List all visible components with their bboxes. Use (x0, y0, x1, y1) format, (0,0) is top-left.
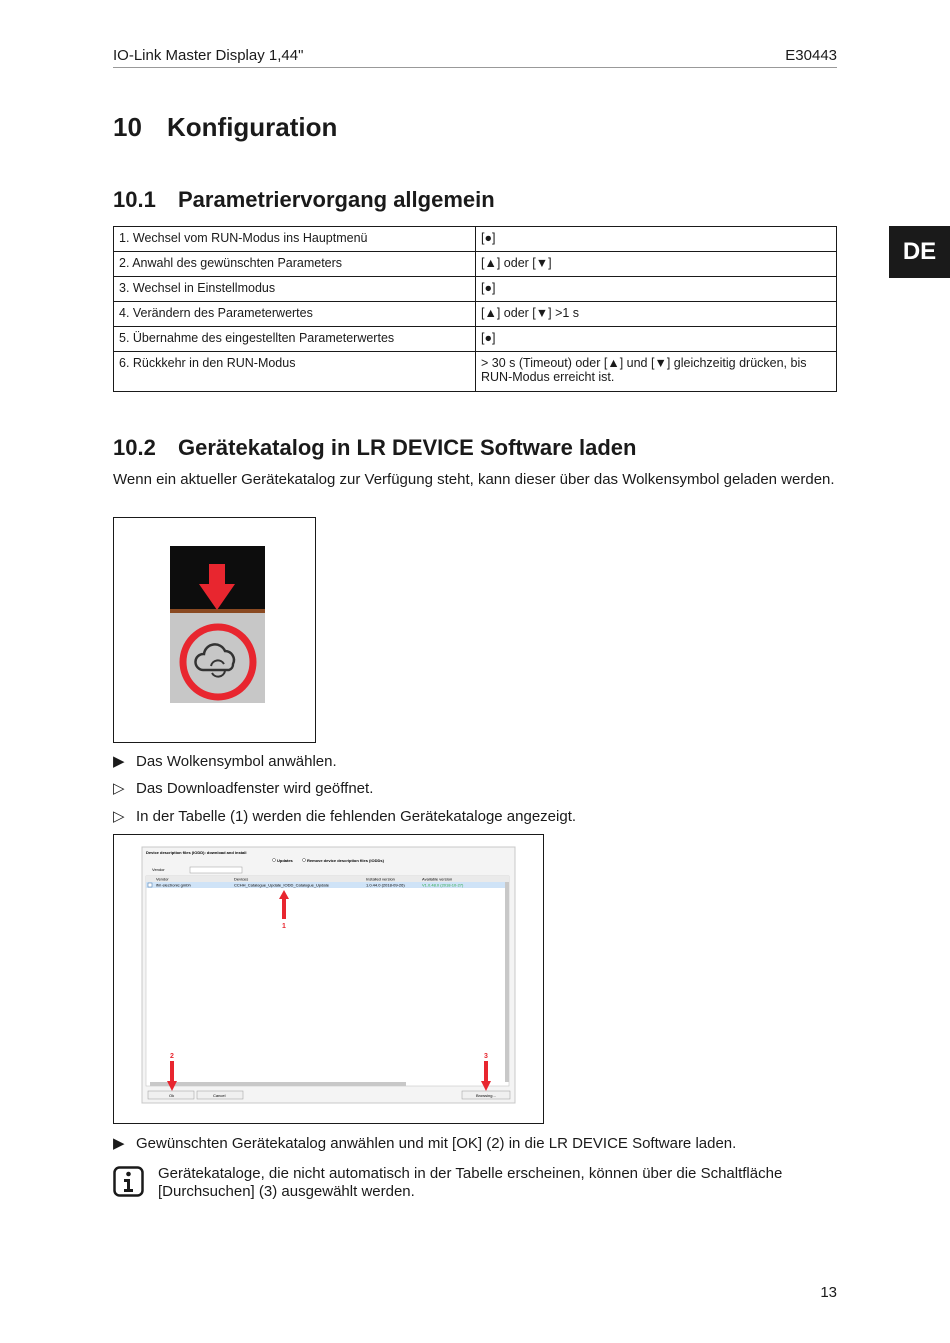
radio-remove[interactable] (303, 859, 306, 862)
section-title: Gerätekatalog in LR DEVICE Software laden (178, 435, 637, 460)
section-heading-10-2 (113, 435, 636, 461)
list-item-text: Das Downloadfenster wird geöffnet. (136, 780, 374, 797)
radio-updates-label: Updates (277, 858, 293, 863)
header-rule (113, 67, 837, 68)
download-dialog-figure (113, 834, 544, 1124)
marker-2: 2 (170, 1053, 174, 1060)
cloud-download-figure (114, 518, 315, 742)
chapter-number: 10 (113, 112, 142, 142)
vertical-scrollbar[interactable] (505, 882, 509, 1082)
column-header: Devices (234, 876, 249, 882)
row-checkbox[interactable] (148, 883, 152, 887)
chapter-heading (113, 112, 337, 143)
cancel-button-label: Cancel (213, 1093, 226, 1098)
list-item (113, 1134, 736, 1152)
action-marker-icon: ▶ (113, 753, 125, 770)
table-row (114, 277, 837, 302)
table-header (146, 876, 509, 882)
ok-button-label: Ok (169, 1093, 175, 1098)
browse-button-label: Browsing... (476, 1093, 496, 1098)
step-key: [▲] oder [▼] (476, 252, 837, 277)
step-action: 5. Übernahme des eingestellten Parameterwertes (114, 327, 476, 352)
list-item (113, 752, 337, 770)
step-action: 2. Anwahl des gewünschten Parameters (114, 252, 476, 277)
cloud-icon-figure (113, 517, 316, 743)
section-number: 10.1 (113, 187, 156, 212)
step-action: 1. Wechsel vom RUN-Modus ins Hauptmenü (114, 227, 476, 252)
language-tab: DE (889, 226, 950, 278)
column-header: Available version (422, 876, 453, 882)
dialog-title: Device description files (IODD): download and install (146, 850, 247, 855)
result-marker-icon: ▷ (113, 780, 125, 797)
row-available: V1.0.48.0 (2018-10-27) (422, 882, 464, 888)
toolbar-border (170, 609, 265, 613)
header-doc-number: E30443 (785, 47, 837, 64)
row-device: CCHH_Catalogue_Update_IODD_Catalogue_Update (234, 882, 329, 888)
header-title: IO-Link Master Display 1,44" (113, 47, 304, 64)
table-row (114, 227, 837, 252)
section-heading-10-1 (113, 187, 495, 213)
step-action: 3. Wechsel in Einstellmodus (114, 277, 476, 302)
marker-3: 3 (484, 1053, 488, 1060)
catalog-table (146, 876, 509, 1086)
section-number: 10.2 (113, 435, 156, 460)
chapter-title: Konfiguration (167, 112, 338, 142)
radio-remove-label: Remove device description files (IODDs) (307, 858, 384, 863)
step-key: > 30 s (Timeout) oder [▲] und [▼] gleichzeitig drücken, bis RUN-Modus erreicht ist. (476, 352, 837, 392)
step-action: 4. Verändern des Parameterwertes (114, 302, 476, 327)
dialog-screenshot (114, 835, 543, 1123)
steps-table (113, 226, 837, 392)
page-number: 13 (820, 1284, 837, 1301)
step-key: [▲] oder [▼] >1 s (476, 302, 837, 327)
info-note: Gerätekataloge, die nicht automatisch in der Tabelle erscheinen, können über die Schaltfläche [Durchsuchen] (3) ausgewählt werden. (158, 1165, 783, 1200)
table-row (114, 352, 837, 392)
list-item (113, 779, 373, 797)
step-key: [●] (476, 327, 837, 352)
horizontal-scrollbar[interactable] (150, 1082, 406, 1086)
vendor-select[interactable] (190, 867, 242, 873)
table-row (114, 302, 837, 327)
column-header: Installed version (366, 876, 395, 882)
list-item (113, 807, 576, 825)
marker-1: 1 (282, 923, 286, 930)
step-action: 6. Rückkehr in den RUN-Modus (114, 352, 476, 392)
table-row (114, 327, 837, 352)
result-marker-icon: ▷ (113, 808, 125, 825)
row-vendor: ifm electronic gmbh (156, 882, 191, 888)
list-item-text: In der Tabelle (1) werden die fehlenden Gerätekataloge angezeigt. (136, 808, 577, 825)
list-item-text: Das Wolkensymbol anwählen. (136, 753, 337, 770)
intro-paragraph: Wenn ein aktueller Gerätekatalog zur Verfügung steht, kann dieser über das Wolkensymbol geladen werden. (113, 471, 835, 488)
section-title: Parametriervorgang allgemein (178, 187, 495, 212)
column-header: Vendor (156, 876, 169, 882)
vendor-label: Vendor (152, 867, 165, 872)
step-key: [●] (476, 227, 837, 252)
action-marker-icon: ▶ (113, 1135, 125, 1152)
table-row (114, 252, 837, 277)
radio-updates[interactable] (273, 859, 276, 862)
step-key: [●] (476, 277, 837, 302)
info-icon (113, 1166, 144, 1197)
list-item-text: Gewünschten Gerätekatalog anwählen und mit [OK] (2) in die LR DEVICE Software laden. (136, 1135, 737, 1152)
row-installed: 1.0.44.0 (2018-09-26) (366, 882, 405, 888)
